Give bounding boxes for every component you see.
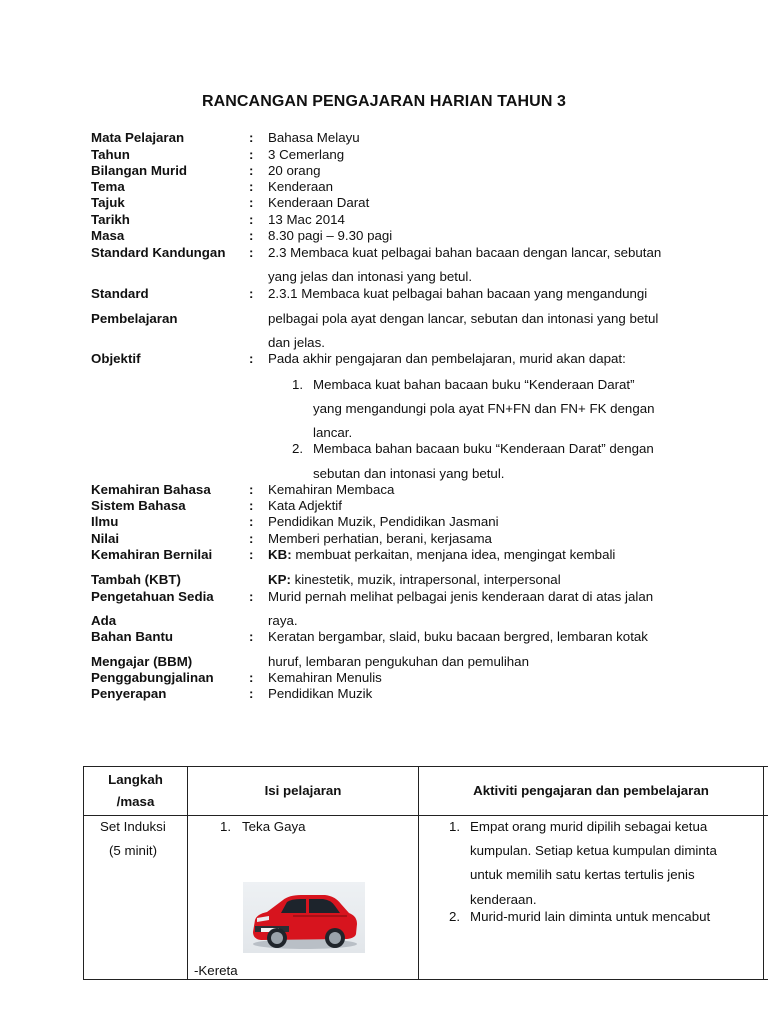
field-label: Tambah (KBT) [91,572,181,587]
kp-line [268,572,561,588]
field-value: Pendidikan Muzik, Pendidikan Jasmani [268,514,499,529]
kb-tag: KB: [268,547,292,562]
colon: : [249,228,254,243]
objektif-item-line: Membaca bahan bacaan buku “Kenderaan Darat” dengan [313,441,654,456]
field-value-line: 2.3.1 Membaca kuat pelbagai bahan bacaan yang mengandungi [268,286,648,301]
cell-isi [188,816,419,980]
list-number: 2. [292,441,304,456]
field-value: 3 Cemerlang [268,147,345,162]
objektif-item-line: lancar. [313,425,353,440]
field-label: Pengetahuan Sedia [91,589,214,604]
colon: : [249,514,254,529]
field-label: Standard Kandungan [91,245,226,260]
colon: : [249,351,254,366]
field-value: Kemahiran Membaca [268,482,395,497]
field-label: Tahun [91,147,130,162]
colon: : [249,589,254,604]
field-label: Kemahiran Bernilai [91,547,213,562]
field-label: Nilai [91,531,120,546]
field-value-line: 2.3 Membaca kuat pelbagai bahan bacaan dengan lancar, sebutan [268,245,662,260]
field-label: Tarikh [91,212,130,227]
objektif-item-line: yang mengandungi pola ayat FN+FN dan FN+ FK dengan [313,401,655,416]
field-label: Penyerapan [91,686,167,701]
isi-item: Teka Gaya [242,819,306,834]
colon: : [249,547,254,562]
page-title: RANCANGAN PENGAJARAN HARIAN TAHUN 3 [201,93,567,110]
colon: : [249,245,254,260]
list-number: 2. [449,909,461,924]
field-value: Pendidikan Muzik [268,686,373,701]
field-value: Memberi perhatian, berani, kerjasama [268,531,492,546]
objektif-item-line: Membaca kuat bahan bacaan buku “Kenderaan Darat” [313,377,635,392]
field-label: Standard [91,286,149,301]
colon: : [249,195,254,210]
field-label: Mengajar (BBM) [91,654,193,669]
field-value-line: dan jelas. [268,335,325,350]
list-number: 1. [449,819,461,834]
objektif-intro: Pada akhir pengajaran dan pembelajaran, murid akan dapat: [268,351,626,366]
colon: : [249,531,254,546]
field-value: Kemahiran Menulis [268,670,382,685]
field-value: 13 Mac 2014 [268,212,345,227]
aktiviti-line: Murid-murid lain diminta untuk mencabut [470,909,711,924]
field-label: Penggabungjalinan [91,670,214,685]
field-value: Kenderaan Darat [268,195,370,210]
header-langkah-line: /masa [116,794,155,809]
list-number: 1. [292,377,304,392]
colon: : [249,212,254,227]
field-value: 8.30 pagi – 9.30 pagi [268,228,393,243]
header-langkah [84,767,188,816]
isi-caption: -Kereta [194,963,238,978]
table-header-row [84,767,768,816]
field-value: 20 orang [268,163,321,178]
table-row [84,816,768,980]
colon: : [249,629,254,644]
header-langkah-line: Langkah [108,772,163,787]
aktiviti-line: kumpulan. Setiap ketua kumpulan diminta [470,843,717,858]
field-label: Sistem Bahasa [91,498,186,513]
lesson-table [83,766,768,980]
kb-line [268,547,615,563]
kp-value: kinestetik, muzik, intrapersonal, interpersonal [290,572,561,587]
colon: : [249,482,254,497]
car-icon [243,882,365,953]
colon: : [249,130,254,145]
field-value-line: raya. [268,613,298,628]
field-value-line: yang jelas dan intonasi yang betul. [268,269,473,284]
field-label: Pembelajaran [91,311,178,326]
aktiviti-line: Empat orang murid dipilih sebagai ketua [470,819,708,834]
header-aktiviti: Aktiviti pengajaran dan pembelajaran [419,767,764,816]
field-label: Tema [91,179,125,194]
list-number: 1. [220,819,232,834]
kp-tag: KP: [268,572,291,587]
aktiviti-line: untuk memilih satu kertas tertulis jenis [470,867,695,882]
field-label: Bilangan Murid [91,163,188,178]
langkah-time: (5 minit) [109,843,158,858]
objektif-item-line: sebutan dan intonasi yang betul. [313,466,505,481]
field-value: Kata Adjektif [268,498,342,513]
colon: : [249,179,254,194]
aktiviti-line: kenderaan. [470,892,537,907]
colon: : [249,147,254,162]
header-extra [764,767,768,816]
field-value-line: huruf, lembaran pengukuhan dan pemulihan [268,654,529,669]
field-value: Kenderaan [268,179,334,194]
car-picture [243,882,365,953]
cell-aktiviti [419,816,764,980]
field-label: Tajuk [91,195,125,210]
colon: : [249,498,254,513]
field-label: Ada [91,613,117,628]
kb-value: membuat perkaitan, menjana idea, mengingat kembali [291,547,616,562]
field-label: Mata Pelajaran [91,130,185,145]
field-label: Ilmu [91,514,119,529]
field-label: Kemahiran Bahasa [91,482,211,497]
field-label: Objektif [91,351,141,366]
field-label: Masa [91,228,125,243]
colon: : [249,286,254,301]
field-value: Bahasa Melayu [268,130,360,145]
field-value-line: pelbagai pola ayat dengan lancar, sebutan dan intonasi yang betul [268,311,659,326]
colon: : [249,670,254,685]
field-label: Bahan Bantu [91,629,174,644]
field-value-line: Murid pernah melihat pelbagai jenis kenderaan darat di atas jalan [268,589,654,604]
colon: : [249,163,254,178]
field-value-line: Keratan bergambar, slaid, buku bacaan bergred, lembaran kotak [268,629,648,644]
langkah-text: Set Induksi [100,819,166,834]
colon: : [249,686,254,701]
header-isi: Isi pelajaran [188,767,419,816]
cell-extra [764,816,768,980]
cell-langkah [84,816,188,980]
